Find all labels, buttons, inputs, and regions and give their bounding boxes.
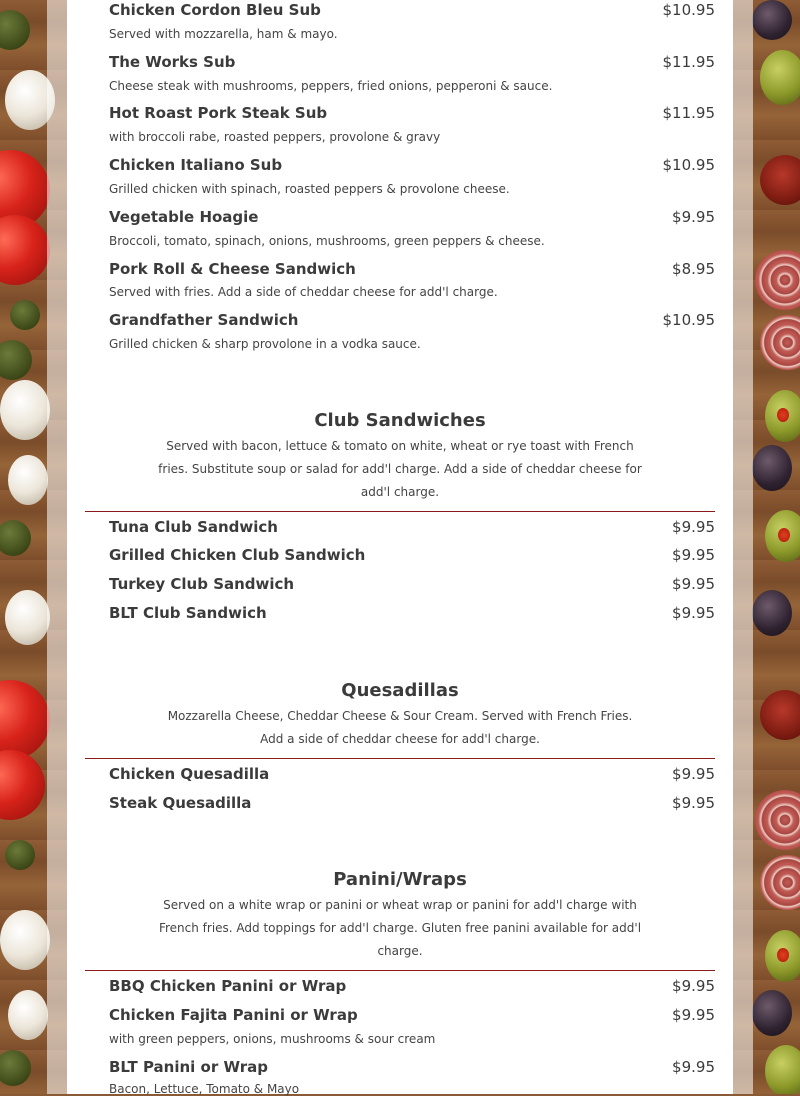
garlic-icon xyxy=(0,910,50,970)
pimento-icon xyxy=(777,408,789,422)
menu-item-price: $11.95 xyxy=(662,53,715,71)
garlic-icon xyxy=(5,590,50,645)
menu-item-description: Served with mozzarella, ham & mayo. xyxy=(109,27,338,41)
menu-item-price: $9.95 xyxy=(672,518,715,536)
menu-item-price: $10.95 xyxy=(662,311,715,329)
section-title: Panini/Wraps xyxy=(333,869,467,890)
tomato-icon xyxy=(0,215,50,285)
menu-item-description: Served with fries. Add a side of cheddar cheese for add'l charge. xyxy=(109,285,498,299)
section-description-line: Served on a white wrap or panini or wheat wrap or panini for add'l charge with xyxy=(163,898,637,912)
menu-item-name: Hot Roast Pork Steak Sub xyxy=(109,104,328,122)
menu-item-name: BLT Panini or Wrap xyxy=(109,1058,269,1076)
section-title: Club Sandwiches xyxy=(314,410,486,431)
caper-icon xyxy=(0,1050,31,1086)
menu-item-name: BBQ Chicken Panini or Wrap xyxy=(109,977,347,995)
section-divider xyxy=(85,758,715,759)
section-description-line: French fries. Add toppings for add'l charge. Gluten free panini available for add'l xyxy=(158,921,642,935)
menu-item-price: $10.95 xyxy=(662,1,715,19)
menu-item-price: $10.95 xyxy=(662,156,715,174)
menu-item-price: $9.95 xyxy=(672,546,715,564)
menu-item-description: Broccoli, tomato, spinach, onions, mushrooms, green peppers & cheese. xyxy=(109,234,545,248)
menu-item-name: Grilled Chicken Club Sandwich xyxy=(109,546,366,564)
caper-icon xyxy=(0,340,32,380)
garlic-icon xyxy=(8,990,48,1040)
menu-item-price: $9.95 xyxy=(672,1006,715,1024)
section-description-line: Add a side of cheddar cheese for add'l charge. xyxy=(260,732,540,746)
pimento-icon xyxy=(778,528,790,542)
section-description xyxy=(150,705,650,751)
section-divider xyxy=(85,511,715,512)
panel-border-left xyxy=(47,0,67,1094)
menu-item-price: $9.95 xyxy=(672,794,715,812)
dried-tomato-icon xyxy=(760,155,800,205)
green-olive-icon xyxy=(760,50,800,105)
menu-item-name: Grandfather Sandwich xyxy=(109,311,299,329)
menu-item-description: Grilled chicken with spinach, roasted peppers & provolone cheese. xyxy=(109,182,510,196)
dried-tomato-icon xyxy=(760,690,800,740)
menu-item-description: Cheese steak with mushrooms, peppers, fried onions, pepperoni & sauce. xyxy=(109,79,553,93)
section-title: Quesadillas xyxy=(341,680,459,701)
tomato-icon xyxy=(0,750,45,820)
salami-icon xyxy=(755,250,800,310)
black-olive-icon xyxy=(752,590,792,636)
caper-icon xyxy=(0,10,30,50)
section-description xyxy=(150,894,650,963)
section-divider xyxy=(85,970,715,971)
menu-item-name: Chicken Quesadilla xyxy=(109,765,270,783)
menu-item-price: $9.95 xyxy=(672,765,715,783)
menu-item-price: $9.95 xyxy=(672,208,715,226)
menu-item-name: Tuna Club Sandwich xyxy=(109,518,278,536)
menu-item-name: Pork Roll & Cheese Sandwich xyxy=(109,260,356,278)
section-description-line: Served with bacon, lettuce & tomato on white, wheat or rye toast with French xyxy=(166,439,634,453)
garlic-icon xyxy=(0,380,50,440)
menu-item-description: Grilled chicken & sharp provolone in a vodka sauce. xyxy=(109,337,421,351)
caper-icon xyxy=(0,520,31,556)
section-description-line: charge. xyxy=(377,944,423,958)
garlic-icon xyxy=(8,455,48,505)
menu-item-name: Steak Quesadilla xyxy=(109,794,252,812)
panel-border-right xyxy=(733,0,753,1094)
menu-item-price: $8.95 xyxy=(672,260,715,278)
caper-icon xyxy=(10,300,40,330)
menu-item-description: with broccoli rabe, roasted peppers, provolone & gravy xyxy=(109,130,441,144)
menu-item-description: Bacon, Lettuce, Tomato & Mayo xyxy=(109,1082,300,1096)
black-olive-icon xyxy=(752,445,792,491)
menu-item-name: Vegetable Hoagie xyxy=(109,208,259,226)
menu-item-name: Chicken Fajita Panini or Wrap xyxy=(109,1006,358,1024)
menu-item-name: Chicken Cordon Bleu Sub xyxy=(109,1,321,19)
menu-item-name: Turkey Club Sandwich xyxy=(109,575,295,593)
menu-item-price: $9.95 xyxy=(672,977,715,995)
section-description xyxy=(150,435,650,504)
menu-item-description: with green peppers, onions, mushrooms & sour cream xyxy=(109,1032,436,1046)
salami-icon xyxy=(755,790,800,850)
menu-item-price: $9.95 xyxy=(672,604,715,622)
salami-icon xyxy=(760,315,800,370)
menu-item-price: $9.95 xyxy=(672,1058,715,1076)
menu-item-name: The Works Sub xyxy=(109,53,236,71)
green-olive-icon xyxy=(765,1045,800,1094)
pimento-icon xyxy=(777,948,789,962)
menu-item-name: BLT Club Sandwich xyxy=(109,604,267,622)
menu-item-price: $11.95 xyxy=(662,104,715,122)
salami-icon xyxy=(760,855,800,910)
caper-icon xyxy=(5,840,35,870)
section-description-line: Mozzarella Cheese, Cheddar Cheese & Sour Cream. Served with French Fries. xyxy=(167,709,633,723)
menu-item-price: $9.95 xyxy=(672,575,715,593)
tomato-icon xyxy=(0,680,50,760)
black-olive-icon xyxy=(752,0,792,40)
section-description-line: fries. Substitute soup or salad for add'l charge. Add a side of cheddar cheese for xyxy=(158,462,642,476)
section-description-line: add'l charge. xyxy=(360,485,440,499)
menu-item-name: Chicken Italiano Sub xyxy=(109,156,283,174)
black-olive-icon xyxy=(752,990,792,1036)
